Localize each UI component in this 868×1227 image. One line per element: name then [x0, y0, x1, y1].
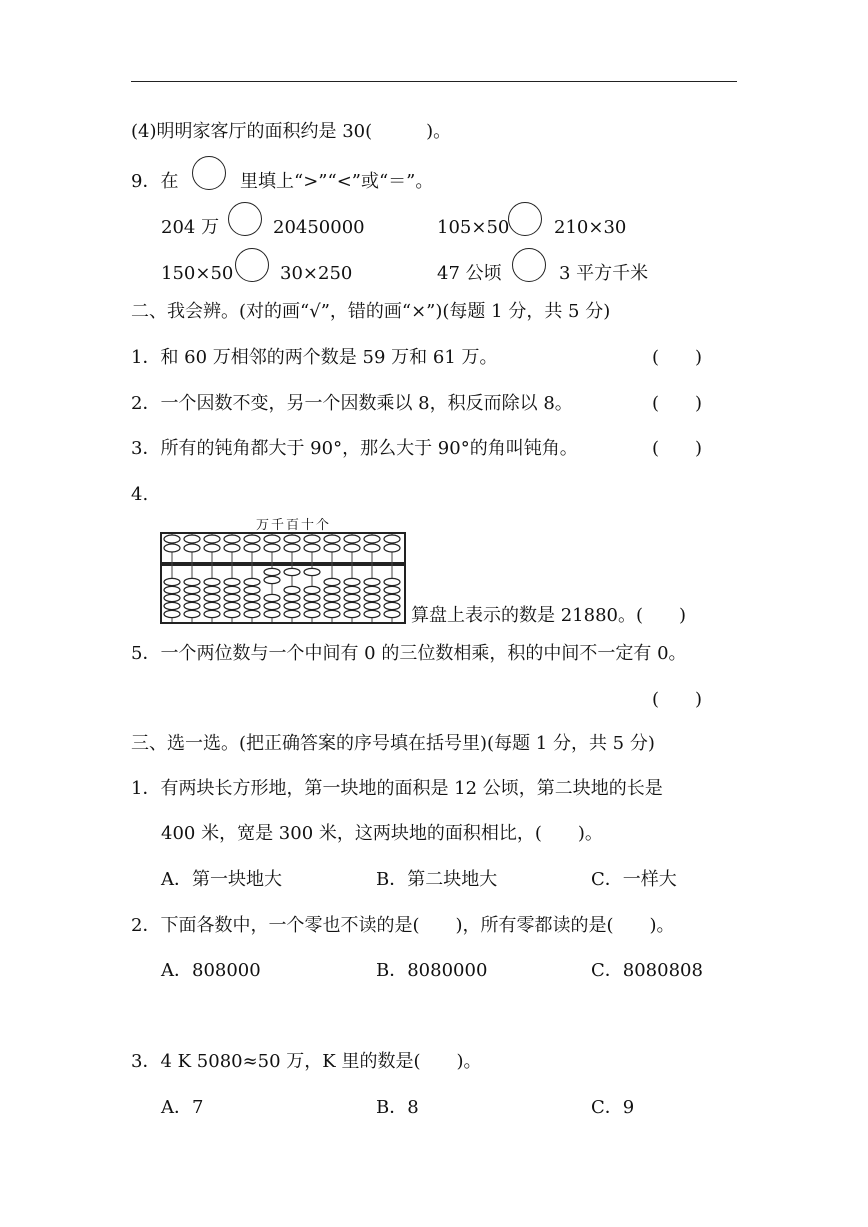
abacus-diagram — [160, 532, 406, 624]
abacus-bead — [344, 535, 360, 543]
abacus-bead — [224, 586, 240, 593]
abacus-bead — [164, 535, 180, 543]
judge-answer-1[interactable]: ( ) — [652, 347, 703, 368]
abacus-bead — [324, 586, 340, 593]
abacus-bead — [264, 594, 280, 601]
abacus-bead — [344, 578, 360, 585]
choice-q3-option-c[interactable]: C．9 — [591, 1097, 635, 1118]
abacus-bead — [384, 602, 400, 609]
judge-answer-3[interactable]: ( ) — [652, 438, 703, 459]
compare-circle-2[interactable] — [508, 202, 542, 236]
abacus-bead — [244, 594, 260, 601]
choice-q1-line1: 1．有两块长方形地，第一块地的面积是 12 公顷，第二块地的长是 — [131, 778, 663, 799]
compare-circle-1[interactable] — [228, 202, 262, 236]
abacus-bead — [304, 610, 320, 617]
abacus-bead — [284, 586, 300, 593]
choice-q2-option-c[interactable]: C．8080808 — [591, 960, 703, 981]
abacus-bead — [184, 594, 200, 601]
abacus-bead — [224, 594, 240, 601]
abacus-bead — [184, 544, 200, 552]
abacus-bead — [184, 586, 200, 593]
abacus-bead — [164, 578, 180, 585]
abacus-bead — [364, 535, 380, 543]
choice-q2-option-b[interactable]: B．8080000 — [376, 960, 488, 981]
compare-left-4: 47 公顷 — [437, 263, 502, 284]
abacus-bead — [244, 586, 260, 593]
choice-q1-line2: 400 米，宽是 300 米，这两块地的面积相比，( )。 — [161, 823, 603, 844]
abacus-bead — [324, 535, 340, 543]
question-9-instruction: 里填上“>”“<”或“＝”。 — [240, 171, 434, 192]
choice-q2-option-a[interactable]: A．808000 — [161, 960, 261, 981]
compare-circle-blank — [192, 156, 226, 190]
judge-item-4: 4. — [131, 484, 149, 505]
abacus-bead — [344, 586, 360, 593]
choice-q1-option-c[interactable]: C．一样大 — [591, 869, 677, 890]
abacus-bead — [244, 602, 260, 609]
abacus-bead — [304, 535, 320, 543]
abacus-bead — [184, 535, 200, 543]
judge-item-1: 1．和 60 万相邻的两个数是 59 万和 61 万。 — [131, 347, 498, 368]
abacus-bead — [224, 535, 240, 543]
abacus-bead — [344, 610, 360, 617]
abacus-bead — [204, 586, 220, 593]
abacus-bead — [384, 610, 400, 617]
abacus-bead — [304, 594, 320, 601]
abacus-bead — [284, 544, 300, 552]
abacus-bead — [164, 602, 180, 609]
abacus-bead — [244, 610, 260, 617]
compare-left-3: 150×50 — [161, 263, 234, 284]
abacus-bead — [304, 586, 320, 593]
abacus-bead — [304, 602, 320, 609]
abacus-bead — [204, 578, 220, 585]
choice-q3: 3．4 K 5080≈50 万，K 里的数是( )。 — [131, 1051, 482, 1072]
compare-circle-3[interactable] — [235, 248, 269, 282]
abacus-bead — [244, 544, 260, 552]
abacus-bead — [244, 535, 260, 543]
choice-q3-option-b[interactable]: B．8 — [376, 1097, 419, 1118]
abacus-bead — [324, 602, 340, 609]
abacus-bead — [324, 594, 340, 601]
abacus-bead — [164, 544, 180, 552]
abacus-bead — [164, 594, 180, 601]
abacus-bead — [264, 568, 280, 575]
abacus-bead — [284, 535, 300, 543]
abacus-bead — [384, 578, 400, 585]
abacus-bead — [264, 535, 280, 543]
abacus-bead — [184, 578, 200, 585]
abacus-bead — [364, 594, 380, 601]
abacus-bead — [204, 544, 220, 552]
choice-q1-option-a[interactable]: A．第一块地大 — [161, 869, 282, 890]
abacus-bead — [324, 578, 340, 585]
abacus-bead — [204, 610, 220, 617]
abacus-bead — [184, 602, 200, 609]
section-3-heading: 三、选一选。(把正确答案的序号填在括号里)(每题 1 分，共 5 分) — [131, 733, 655, 754]
judge-answer-2[interactable]: ( ) — [652, 393, 703, 414]
choice-q3-option-a[interactable]: A．7 — [161, 1097, 204, 1118]
abacus-bead — [384, 535, 400, 543]
judge-item-5: 5．一个两位数与一个中间有 0 的三位数相乘，积的中间不一定有 0。 — [131, 643, 687, 664]
abacus-bead — [364, 586, 380, 593]
top-rule — [131, 81, 737, 82]
choice-q2: 2．下面各数中，一个零也不读的是( )，所有零都读的是( )。 — [131, 915, 675, 936]
abacus-place-labels: 万千百十个 — [256, 518, 332, 533]
abacus-bead — [364, 610, 380, 617]
abacus-bead — [264, 602, 280, 609]
abacus-bead — [384, 594, 400, 601]
judge-item-3: 3．所有的钝角都大于 90°，那么大于 90°的角叫钝角。 — [131, 438, 578, 459]
abacus-bead — [224, 602, 240, 609]
abacus-bead — [164, 610, 180, 617]
abacus-bead — [164, 586, 180, 593]
compare-circle-4[interactable] — [512, 248, 546, 282]
abacus-bead — [184, 610, 200, 617]
abacus-bead — [364, 602, 380, 609]
abacus-bead — [264, 576, 280, 583]
abacus-bead — [224, 610, 240, 617]
abacus-bead — [304, 568, 320, 575]
abacus-bead — [284, 594, 300, 601]
abacus-bead — [204, 602, 220, 609]
section-2-heading: 二、我会辨。(对的画“√”，错的画“×”)(每题 1 分，共 5 分) — [131, 301, 611, 322]
judge-item-2: 2．一个因数不变，另一个因数乘以 8，积反而除以 8。 — [131, 393, 573, 414]
compare-left-1: 204 万 — [161, 217, 220, 238]
compare-right-4: 3 平方千米 — [559, 263, 649, 284]
compare-right-2: 210×30 — [554, 217, 627, 238]
choice-q1-option-b[interactable]: B．第二块地大 — [376, 869, 498, 890]
abacus-bead — [224, 544, 240, 552]
abacus-bead — [384, 544, 400, 552]
abacus-bead — [344, 594, 360, 601]
question-8-part-4: (4)明明家客厅的面积约是 30( )。 — [131, 121, 452, 142]
abacus-bead — [204, 535, 220, 543]
abacus-bead — [204, 594, 220, 601]
abacus-bead — [364, 544, 380, 552]
judge-answer-5[interactable]: ( ) — [652, 689, 703, 710]
abacus-bead — [284, 602, 300, 609]
abacus-bead — [384, 586, 400, 593]
abacus-bead — [344, 544, 360, 552]
abacus-bead — [364, 578, 380, 585]
abacus-bead — [264, 610, 280, 617]
abacus-bead — [244, 578, 260, 585]
abacus-bead — [324, 610, 340, 617]
abacus-bead — [284, 610, 300, 617]
abacus-bead — [264, 544, 280, 552]
question-9-label: 9．在 — [131, 171, 179, 192]
compare-right-3: 30×250 — [280, 263, 353, 284]
abacus-bead — [284, 568, 300, 575]
abacus-bead — [224, 578, 240, 585]
abacus-beam — [161, 562, 405, 566]
abacus-caption: 算盘上表示的数是 21880。( ) — [411, 605, 687, 626]
abacus-bead — [344, 602, 360, 609]
compare-left-2: 105×50 — [437, 217, 510, 238]
compare-right-1: 20450000 — [273, 217, 365, 238]
abacus-bead — [324, 544, 340, 552]
abacus-bead — [304, 544, 320, 552]
